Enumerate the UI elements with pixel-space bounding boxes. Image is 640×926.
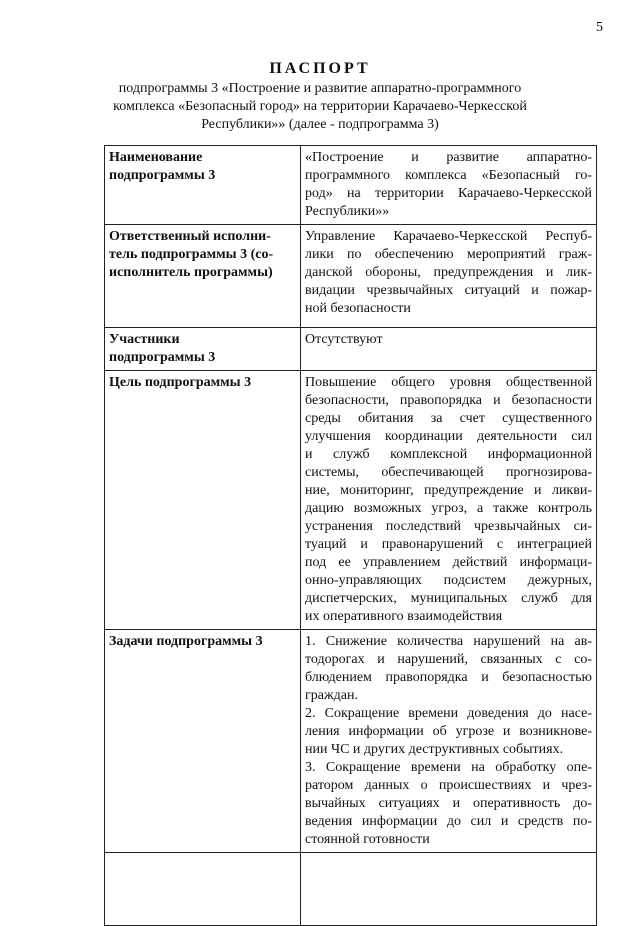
value-line: устранения последствий чрезвычайных си- [305, 519, 592, 534]
value-line: диспетчерских, муниципальных служб для [305, 591, 592, 606]
label-line: Наименование [109, 150, 203, 165]
row-value [301, 328, 597, 371]
table-row-responsible [105, 225, 597, 328]
value-line: системы, обеспечивающей прогнозирова- [305, 465, 592, 480]
value-line: Республики»» [305, 204, 390, 219]
row-label [105, 371, 301, 630]
table-row-name [105, 146, 597, 225]
row-label [105, 225, 301, 328]
label-line: подпрограммы 3 [109, 350, 216, 365]
passport-table [104, 145, 597, 926]
value-line: 1. Снижение количества нарушений на ав- [305, 634, 592, 649]
label-line: тель подпрограммы 3 (со- [109, 247, 274, 262]
value-line: вычайных ситуациях и оперативность до- [305, 796, 592, 811]
value-line: данской обороны, предупреждения и лик- [305, 265, 592, 280]
value-line: Повышение общего уровня общественной [305, 375, 592, 390]
value-line: стоянной готовности [305, 832, 430, 847]
value-line: ние, мониторинг, предупреждение и ликви- [305, 483, 592, 498]
value-line: ведения информации до сил и средств по- [305, 814, 592, 829]
value-line: Отсутствуют [305, 332, 383, 347]
value-line: туаций и правонарушений с интеграцией [305, 537, 592, 552]
value-line: дацию возможных угроз, а также контроль [305, 501, 592, 516]
value-line: их оперативного взаимодействия [305, 609, 503, 624]
value-line: блюдением правопорядка и безопасностью [305, 670, 592, 685]
subtitle-line: Республики»» (далее - подпрограмма 3) [201, 117, 439, 132]
value-line: под ее управлением действий информаци- [305, 555, 592, 570]
table-row-tasks [105, 630, 597, 853]
value-line: нии ЧС и других деструктивных событиях. [305, 742, 564, 757]
table-row-participants [105, 328, 597, 371]
label-line: исполнитель программы) [109, 265, 273, 280]
value-line: ной безопасности [305, 301, 411, 316]
row-value [301, 371, 597, 630]
value-line: видации чрезвычайных ситуаций и пожар- [305, 283, 592, 298]
subtitle-line: комплекса «Безопасный город» на территории Карачаево-Черкесской [113, 99, 527, 114]
empty-cell [105, 853, 301, 926]
document-title: ПАСПОРТ [269, 60, 371, 77]
table-row-goal [105, 371, 597, 630]
label-line: Цель подпрограммы 3 [109, 375, 252, 390]
value-line: 3. Сокращение времени на обработку опе- [305, 760, 592, 775]
value-line: среды обитания за счет существенного [305, 411, 592, 426]
value-line: улучшения координации деятельности сил [305, 429, 592, 444]
empty-cell [301, 853, 597, 926]
table-row-continuation [105, 853, 597, 926]
row-value [301, 630, 597, 853]
label-line: Задачи подпрограммы 3 [109, 634, 263, 649]
value-line: граждан. [305, 688, 358, 703]
label-line: Участники [109, 332, 180, 347]
value-line: 2. Сокращение времени доведения до насе- [305, 706, 592, 721]
subtitle-line: подпрограммы 3 «Построение и развитие аппаратно-программного [118, 81, 522, 96]
row-value [301, 225, 597, 328]
row-value [301, 146, 597, 225]
page-number: 5 [596, 20, 603, 35]
value-line: программного комплекса «Безопасный го- [305, 168, 592, 183]
document-subtitle [110, 80, 530, 134]
label-line: Ответственный исполни- [109, 229, 271, 244]
row-label [105, 630, 301, 853]
value-line: род» на территории Карачаево-Черкесской [305, 186, 592, 201]
value-line: Управление Карачаево-Черкесской Респуб- [305, 229, 592, 244]
value-line: «Построение и развитие аппаратно- [305, 150, 592, 165]
value-line: онно-управляющих подсистем дежурных, [305, 573, 592, 588]
value-line: безопасности, правопорядка и безопасности [305, 393, 592, 408]
value-line: ления информации об угрозе и возникнове- [305, 724, 592, 739]
value-line: и служб комплексной информационной [305, 447, 592, 462]
value-line: тодорогах и нарушений, связанных с со- [305, 652, 592, 667]
value-line: ратором данных о происшествиях и чрез- [305, 778, 592, 793]
row-label [105, 328, 301, 371]
value-line: лики по обеспечению мероприятий граж- [305, 247, 592, 262]
label-line: подпрограммы 3 [109, 168, 216, 183]
row-label [105, 146, 301, 225]
